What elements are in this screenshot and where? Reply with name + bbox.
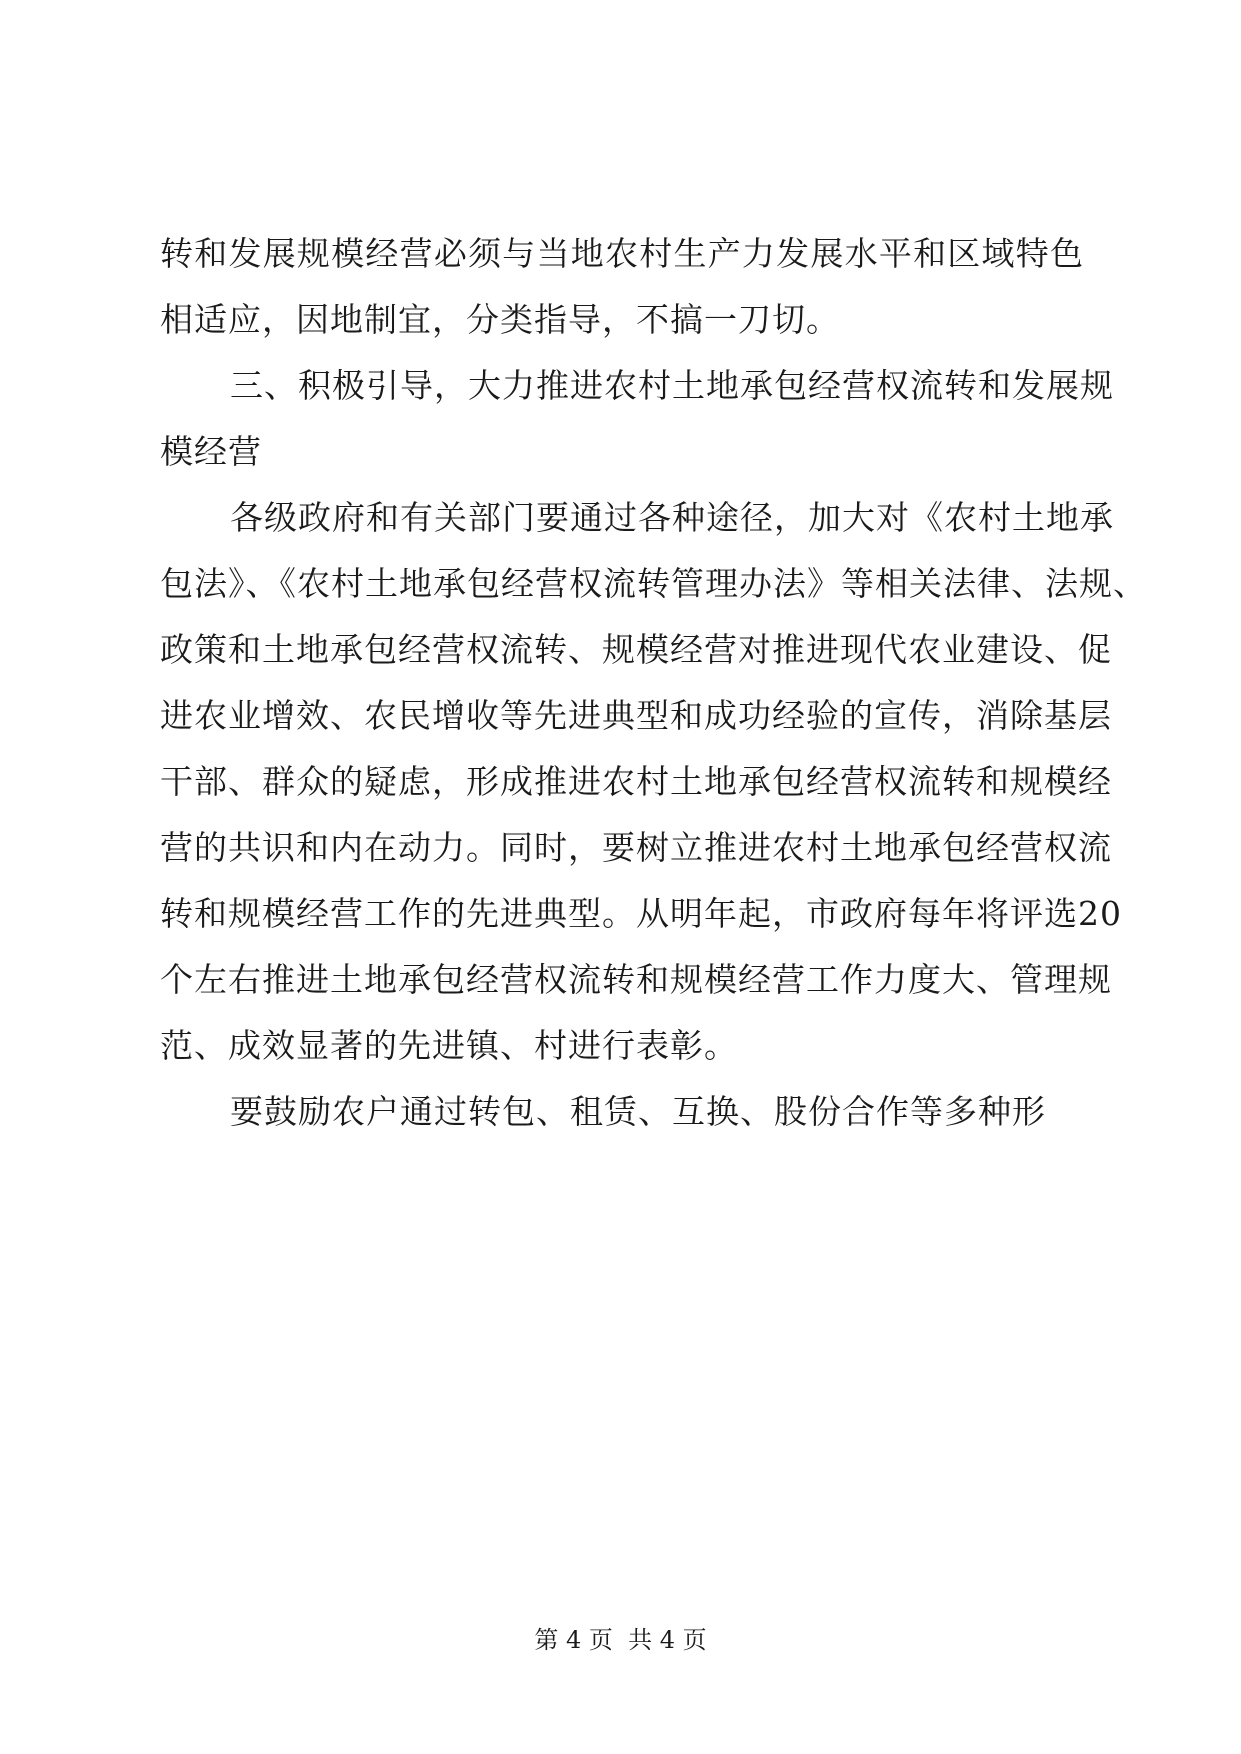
text-line: 政策和土地承包经营权流转、规模经营对推进现代农业建设、促 — [160, 630, 1112, 669]
document-body — [160, 221, 1147, 1145]
text-line: 各级政府和有关部门要通过各种途径，加大对《农村土地承 — [230, 498, 1114, 537]
text-line: 三、积极引导，大力推进农村土地承包经营权流转和发展规 — [230, 366, 1114, 405]
text-line: 范、成效显著的先进镇、村进行表彰。 — [160, 1026, 738, 1065]
page-footer — [0, 1624, 1241, 1656]
text-line: 转和规模经营工作的先进典型。从明年起，市政府每年将评选20 — [160, 894, 1122, 933]
text-line: 相适应，因地制宜，分类指导，不搞一刀切。 — [160, 300, 840, 339]
text-line: 模经营 — [160, 432, 262, 471]
text-line: 营的共识和内在动力。同时，要树立推进农村土地承包经营权流 — [160, 828, 1112, 867]
text-line: 包法》、《农村土地承包经营权流转管理办法》等相关法律、法规、 — [160, 564, 1147, 603]
text-line: 干部、群众的疑虑，形成推进农村土地承包经营权流转和规模经 — [160, 762, 1112, 801]
text-line: 转和发展规模经营必须与当地农村生产力发展水平和区域特色 — [160, 234, 1084, 273]
text-line: 要鼓励农户通过转包、租赁、互换、股份合作等多种形 — [230, 1092, 1046, 1131]
text-line: 进农业增效、农民增收等先进典型和成功经验的宣传，消除基层 — [160, 696, 1112, 735]
text-line: 个左右推进土地承包经营权流转和规模经营工作力度大、管理规 — [160, 960, 1112, 999]
page-number-label: 第 4 页 共 4 页 — [534, 1626, 707, 1654]
